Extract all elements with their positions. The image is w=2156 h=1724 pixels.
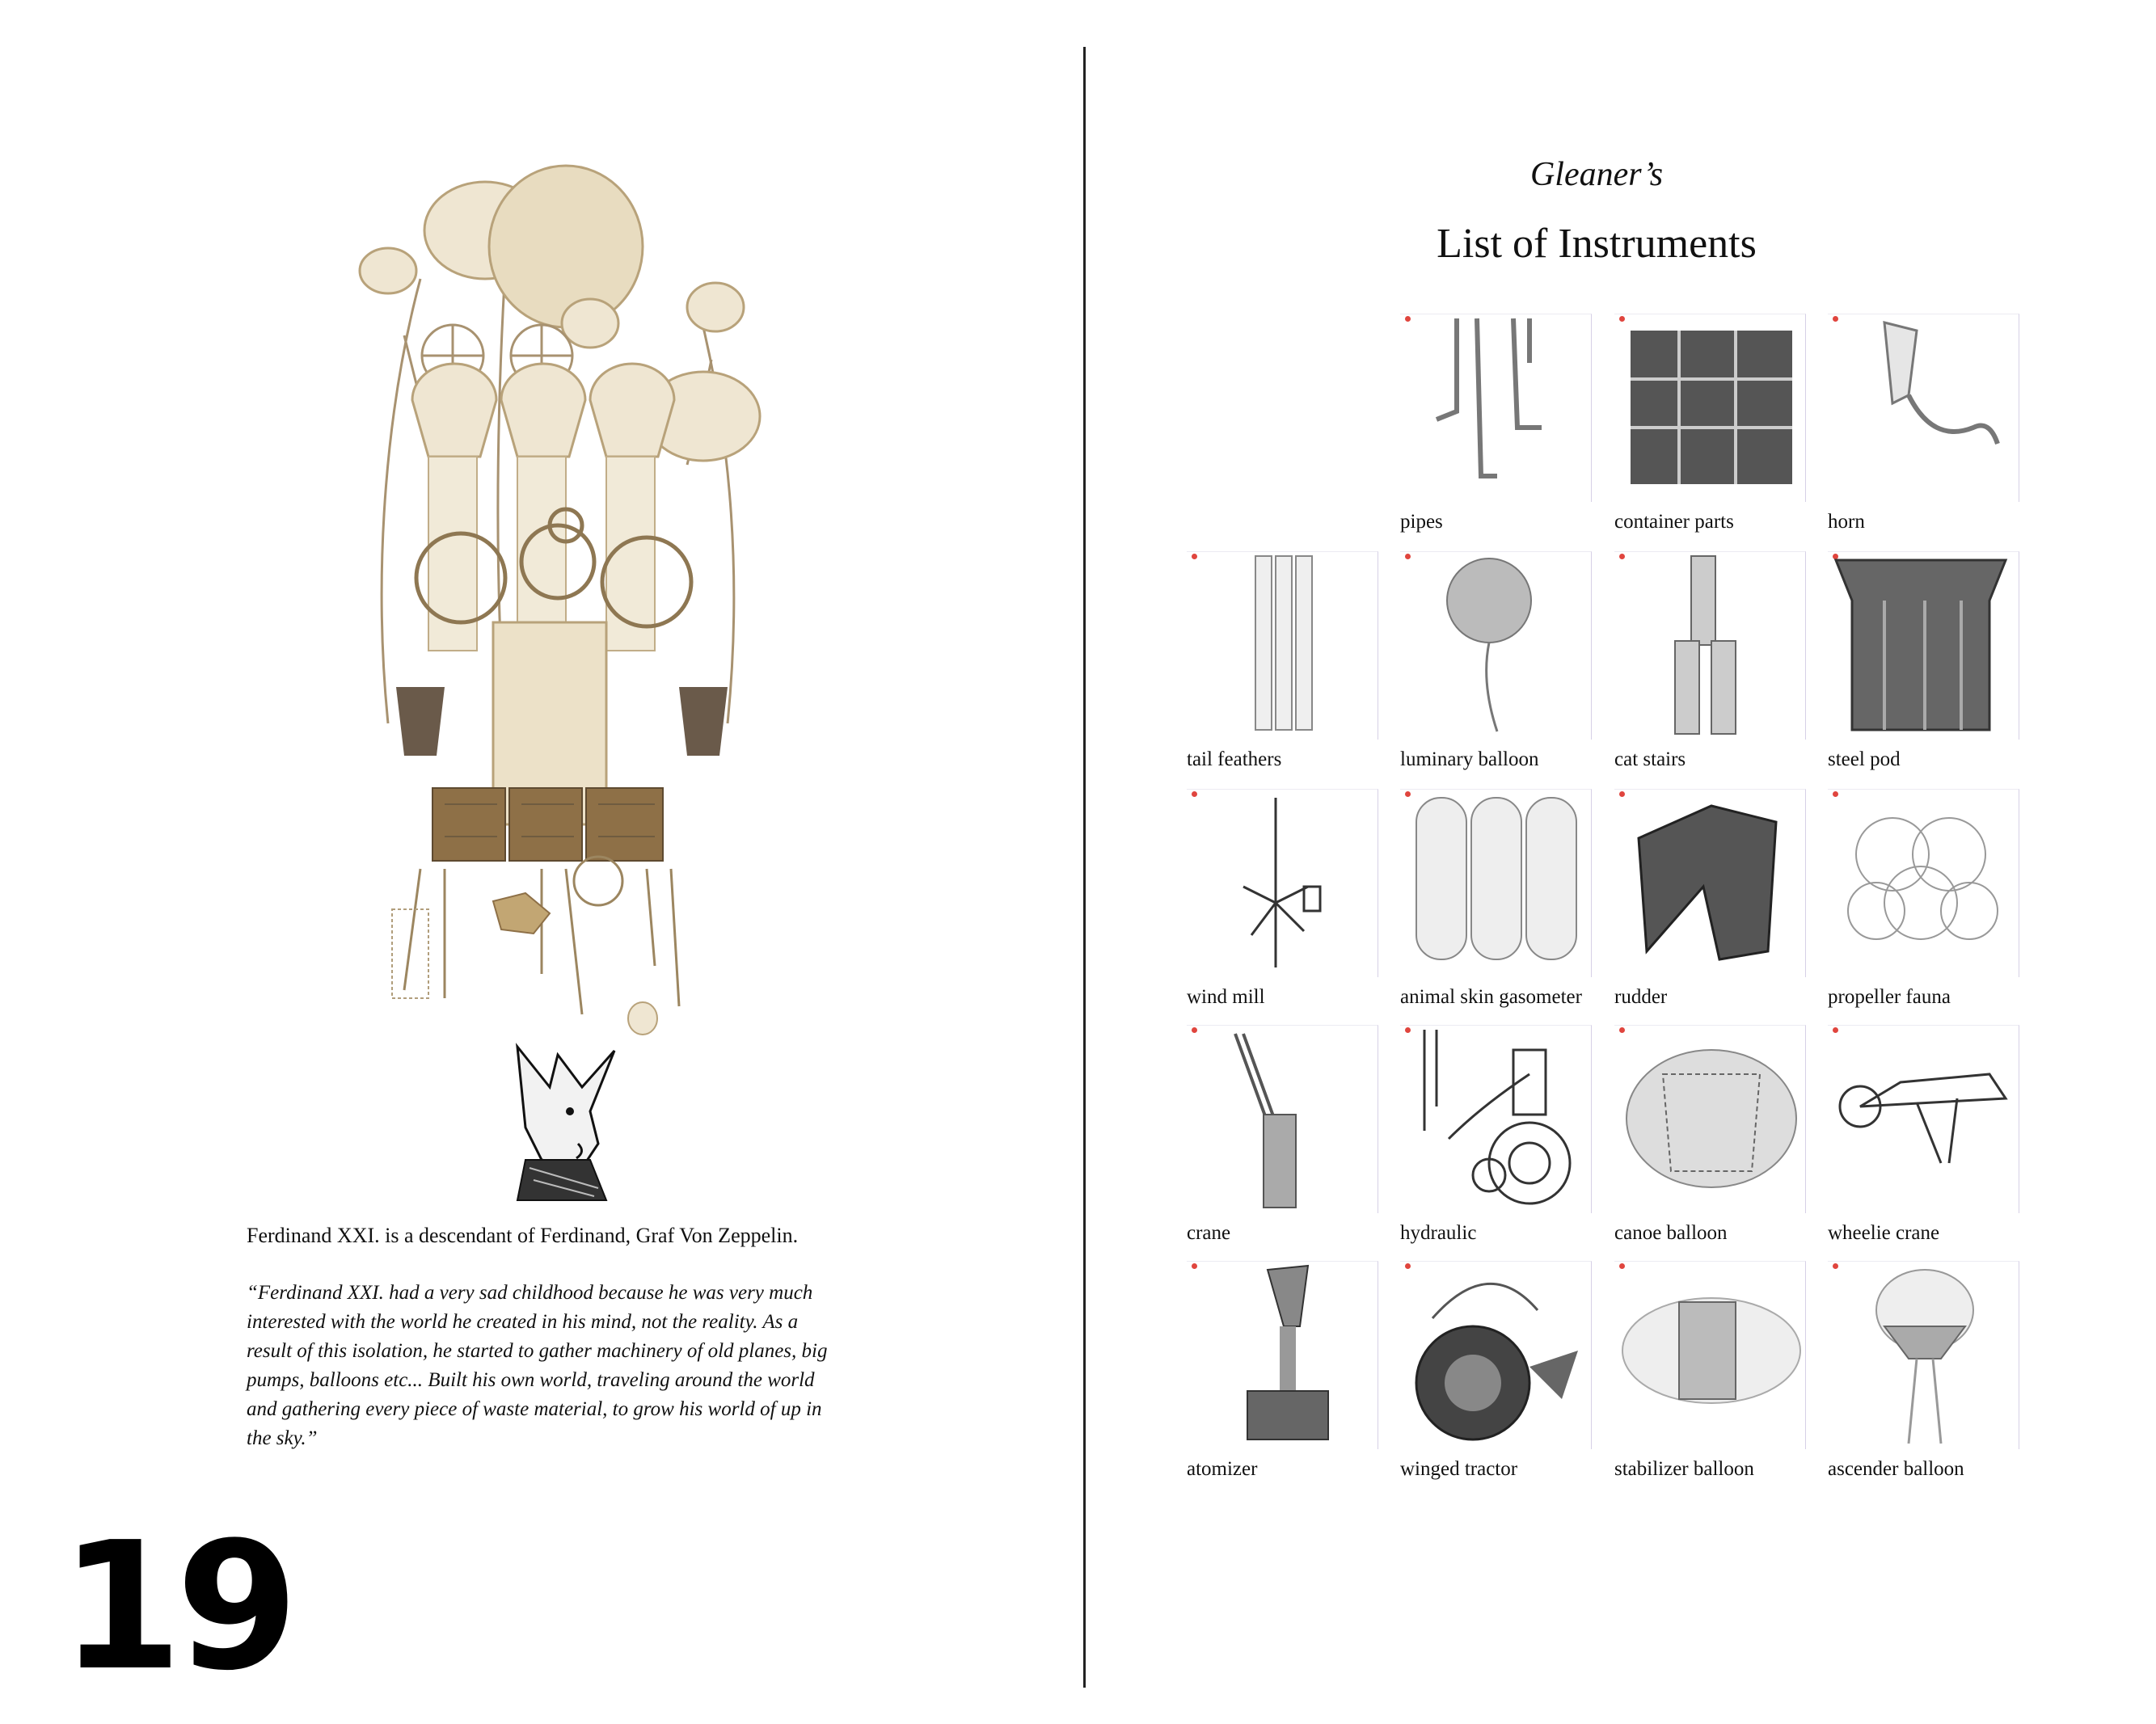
horn-illustration [1828, 314, 2019, 502]
hydraulic-illustration [1400, 1025, 1592, 1213]
quote-line: interested with the world he created in his mind, not the reality. As a [247, 1311, 799, 1333]
instrument-label: rudder [1614, 986, 1668, 1008]
airship-collage-illustration [323, 158, 792, 1051]
list-kicker: Gleaner’s [1529, 156, 1664, 193]
instrument-cell [1614, 551, 1808, 782]
instrument-label: canoe balloon [1614, 1222, 1728, 1244]
quote-line: “Ferdinand XXI. had a very sad childhood because he was very much [247, 1282, 813, 1304]
instrument-cell [1828, 1261, 2022, 1491]
instrument-label: tail feathers [1187, 748, 1282, 770]
instrument-label: ascender balloon [1828, 1458, 1964, 1480]
ascender-balloon-illustration [1828, 1261, 2019, 1449]
canoe-balloon-illustration [1614, 1025, 1806, 1213]
instrument-label: horn [1828, 511, 1865, 533]
instrument-cell [1400, 551, 1594, 782]
instrument-label: steel pod [1828, 748, 1901, 770]
instrument-cell [1614, 314, 1808, 544]
quote-line: result of this isolation, he started to gather machinery of old planes, big [247, 1340, 828, 1362]
instrument-cell [1614, 1261, 1808, 1491]
instrument-cell [1187, 1025, 1381, 1255]
quote-line: and gathering every piece of waste material, to grow his world of up in [247, 1398, 822, 1420]
instrument-cell [1400, 314, 1594, 544]
cat-stairs-illustration [1614, 551, 1806, 740]
instrument-cell [1828, 1025, 2022, 1255]
instrument-cell [1614, 789, 1808, 1019]
instrument-cell [1187, 789, 1381, 1019]
instrument-cell [1614, 1025, 1808, 1255]
instrument-label: container parts [1614, 511, 1734, 533]
instrument-label: hydraulic [1400, 1222, 1477, 1244]
luminary-balloon-illustration [1400, 551, 1592, 740]
list-title: List of Instruments [1437, 221, 1757, 267]
instrument-cell [1828, 314, 2022, 544]
instrument-cell [1400, 789, 1594, 1019]
atomizer-illustration [1187, 1261, 1378, 1449]
gasometer-illustration [1400, 789, 1592, 977]
instrument-label: atomizer [1187, 1458, 1258, 1480]
crane-illustration [1187, 1025, 1378, 1213]
instrument-label: stabilizer balloon [1614, 1458, 1754, 1480]
propeller-fauna-illustration [1828, 789, 2019, 977]
descendant-caption: Ferdinand XXI. is a descendant of Ferdinand, Graf Von Zeppelin. [247, 1224, 799, 1247]
backstory-quote [247, 1279, 885, 1453]
pipes-illustration [1400, 314, 1592, 502]
steel-pod-illustration [1828, 551, 2019, 740]
rudder-illustration [1614, 789, 1806, 977]
instrument-label: pipes [1400, 511, 1443, 533]
instrument-label: cat stairs [1614, 748, 1686, 770]
tail-feathers-illustration [1187, 551, 1378, 740]
winged-tractor-illustration [1400, 1261, 1592, 1449]
instrument-label: winged tractor [1400, 1458, 1518, 1480]
instrument-cell [1828, 789, 2022, 1019]
right-page [1087, 0, 2156, 1724]
instrument-cell [1187, 1261, 1381, 1491]
instrument-cell [1828, 551, 2022, 782]
instrument-cell [1187, 551, 1381, 782]
page-number: 19 [60, 1505, 293, 1709]
book-spine-divider [1083, 47, 1086, 1688]
instrument-label: wheelie crane [1828, 1222, 1940, 1244]
container-parts-illustration [1614, 314, 1806, 502]
wheelie-crane-illustration [1828, 1025, 2019, 1213]
instrument-label: animal skin gasometer [1400, 986, 1582, 1008]
quote-line: pumps, balloons etc... Built his own world, traveling around the world [247, 1369, 815, 1391]
wind-mill-illustration [1187, 789, 1378, 977]
donkey-head-engraving [493, 1039, 639, 1208]
instrument-label: wind mill [1187, 986, 1265, 1008]
instrument-label: luminary balloon [1400, 748, 1539, 770]
instrument-label: crane [1187, 1222, 1231, 1244]
quote-line: the sky.” [247, 1427, 318, 1449]
instrument-label: propeller fauna [1828, 986, 1951, 1008]
instrument-cell [1400, 1025, 1594, 1255]
stabilizer-balloon-illustration [1614, 1261, 1806, 1449]
instrument-cell [1400, 1261, 1594, 1491]
